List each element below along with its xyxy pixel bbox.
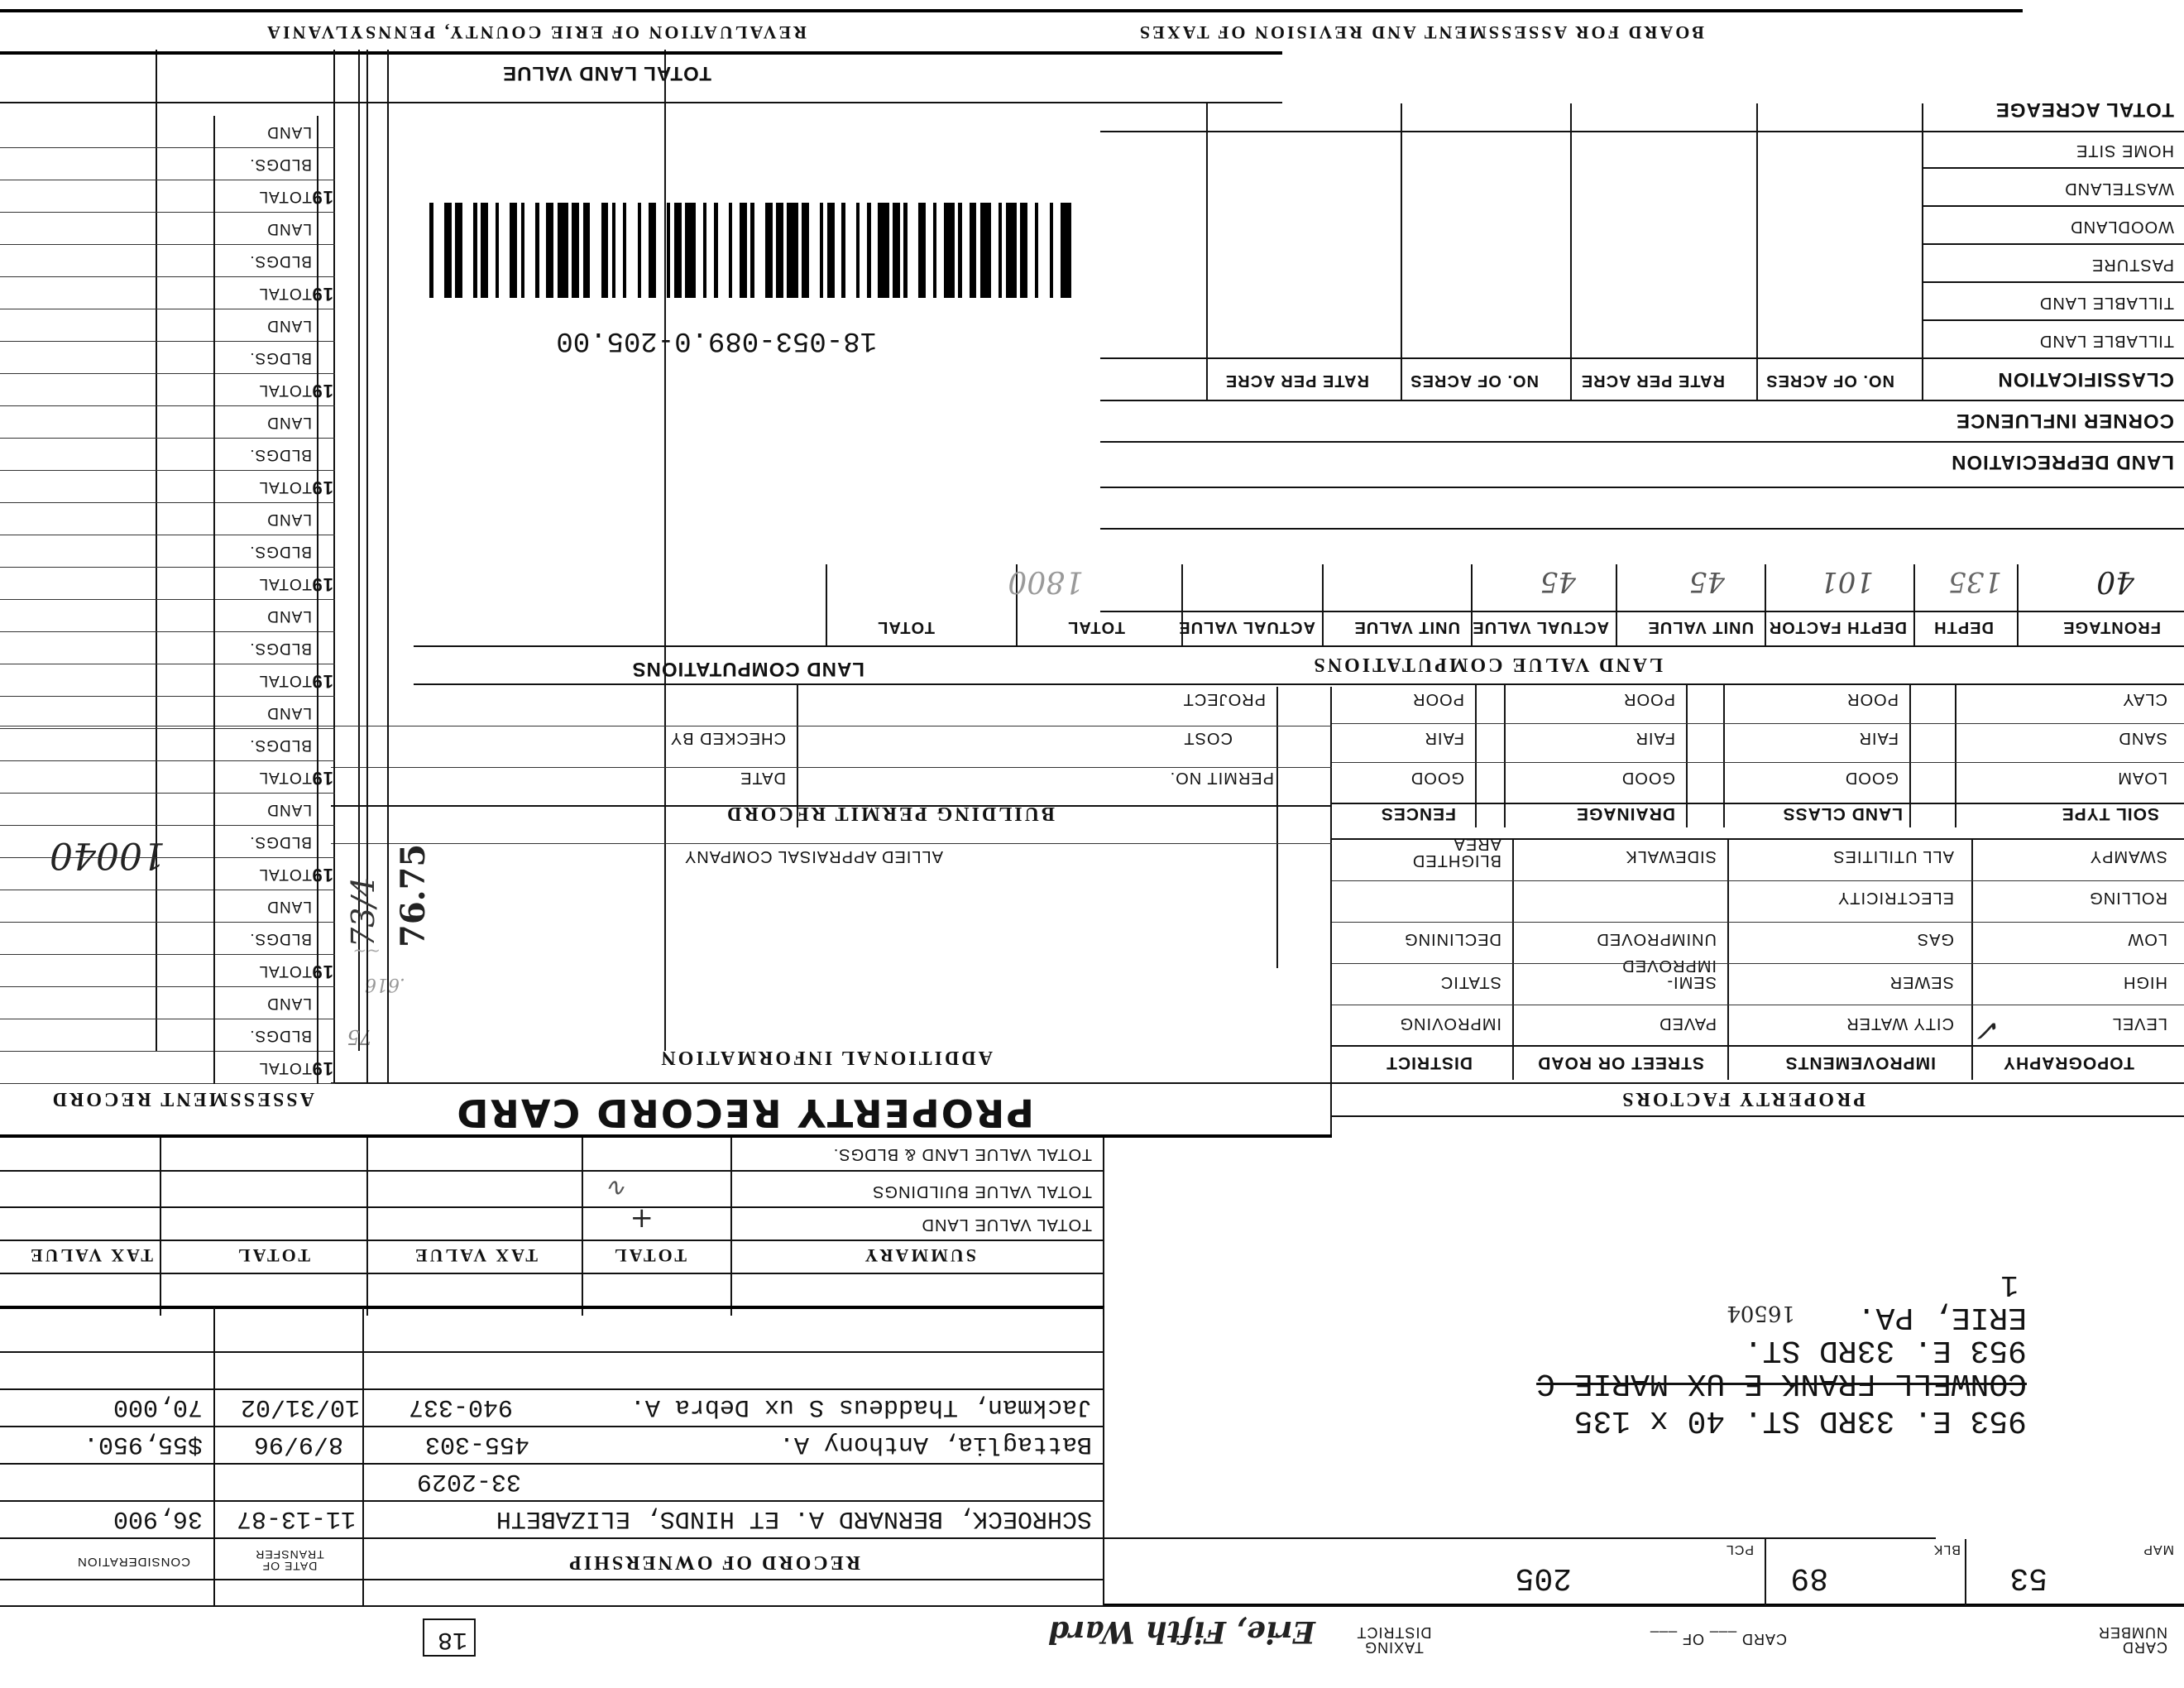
barcode-bar: [547, 203, 554, 298]
total-land-value-label: TOTAL LAND VALUE: [502, 62, 711, 84]
barcode-bar: [1050, 203, 1053, 298]
street-header: STREET OR ROAD: [1537, 1053, 1704, 1072]
permit-date: DATE: [740, 769, 786, 787]
assessment-year-prefix: 19: [311, 961, 333, 982]
grade-fair-1: FAIR: [1858, 729, 1899, 747]
barcode-bar: [521, 203, 524, 298]
property-record-card: REVALUATION OF ERIE COUNTY, PENNSYLVANIA BOARD FOR ASSESSMENT AND REVISION OF TAXES TOTAL LAND VALUE TOTAL ACREAGE HOME SITE WASTELAND WOODLAND PASTURE TILLABLE LAND TILLABLE LAND CLASSIFICATION NO. OF ACRES RATE PER ACRE NO. OF ACRES RATE PER ACRE 18-053-089.0-205.00 CORNER INFLUENCE LAND DEPRECIATION FRONTAGE DEPTH DEPTH FACTOR UNIT VALUE ACTUAL VALUE UNIT VALUE ACTUAL VALUE TOTAL TOTAL 40 135 101 45 45 1800 LAND VALUE COMPUTATIONS CLAY SAND LOAM POOR FAIR GOOD POOR FAIR GOOD POOR FAIR GOOD SOIL TYPE LAND CLASS DRAINAGE FENCES SWAMPY ROLLING LOW HIGH LEVEL ALL UTILITIES ELECTRICITY GAS SEWER CITY WATER ✓ SIDEWALK UNIMPROVED SEMI-IMPROVED PAVED BLIGHTED AREA DECLINING STATIC IMPROVING TOPOGRAPHY IMPROVEMENTS STREET OR ROAD DISTRICT PROPERTY FACTORS PROJECT COST PERMIT NO. CHECKED BY DATE LAND COMPUTATIONS BUILDING PERMIT RECORD ALLIED APPRAISAL COMPANY ADDITIONAL INFORMATION 75 .616 ~~ PROPERTY RECORD CARD 76.75 73/4 ASSESSMENT RECORD 10040 TOTAL VALUE LAND & BLDGS. TOTAL VALUE BUILDINGS TOTAL VALUE LAND SUMMARY TOTAL TAX VALUE TOTAL TAX VALUE + ∿ 953 E. 33RD ST. 40 x 135 CONWELL FRANK E UX MARIE C 953 E. 33RD ST. ERIE, PA. 16504 1 RECORD OF OWNERSHIP DATE OF TRANSFER CONSIDERATION SCHROECK, BERNARD A. ET HINDS, ELIZABETH 11-13-87 36,900 33-2029 Battaglia, Anthony A. 455-303 8/9/96 $55,950. Jackman, Thaddeus S ux Debra A. 940-337 10/31/02 70,000 MAP 53 BLK 89 PCL 205 CARD NUMBER CARD ___ OF ___ TAXING DISTRICT Erie, Fifth Ward 18 TOTAL BLDGS. LAND 19 TOTAL BLDGS. LAND 19 TOTAL BLDGS. LAND 19 TOTAL BLDGS. LAND 19 TOTAL BLDGS. LAND 19 TOTAL BLDGS. LAND 19 TOTAL BLDGS. LAND 19 TOTAL BLDGS. LAND 19 TOTAL BLDGS. LAND 19 TOTAL BLDGS. LAND 19: [0, 0, 2184, 1688]
city-water-check: ✓: [1976, 1013, 2002, 1047]
owner-2-ref: 940-337: [408, 1393, 513, 1421]
summary-total-land: TOTAL VALUE LAND: [921, 1216, 1092, 1234]
barcode-bar: [430, 203, 433, 298]
address-line-3: 953 E. 33RD ST.: [1743, 1332, 2027, 1368]
barcode-bar: [1006, 203, 1017, 298]
assessment-row-label: TOTAL: [258, 672, 312, 689]
assessment-row-label: LAND: [266, 414, 312, 431]
barcode-bar: [583, 203, 591, 298]
acre-row-5: TILLABLE LAND: [2038, 294, 2174, 312]
land-value-computations-title: LAND VALUE COMPUTATIONS: [1311, 654, 1663, 675]
barcode-bar: [729, 203, 732, 298]
barcode-bar: [455, 203, 462, 298]
taxing-district-label: TAXING DISTRICT: [1356, 1624, 1432, 1656]
barcode-bar: [572, 203, 579, 298]
hand-76-75: 76.75: [394, 843, 433, 947]
district-header: DISTRICT: [1386, 1053, 1473, 1072]
owner-1-ref: 455-303: [424, 1430, 529, 1458]
assessment-record-title: ASSESSMENT RECORD: [50, 1088, 314, 1110]
barcode-bar: [670, 203, 673, 298]
assessment-year-prefix: 19: [311, 381, 333, 401]
land-depreciation-label: LAND DEPRECIATION: [1951, 451, 2174, 473]
barcode-bar: [510, 203, 517, 298]
corner-influence-label: CORNER INFLUENCE: [1955, 410, 2174, 432]
summary-header: SUMMARY: [862, 1245, 976, 1266]
card-of-label: CARD ___ OF ___: [1649, 1631, 1787, 1647]
barcode-bar: [473, 203, 477, 298]
ownership-date-header: DATE OF TRANSFER: [255, 1548, 324, 1573]
assessment-row-label: TOTAL: [258, 575, 312, 592]
acre-header-2: NO. OF ACRES: [1410, 372, 1539, 390]
barcode-bar: [991, 203, 999, 298]
barcode-bar: [976, 203, 979, 298]
assessment-row-label: LAND: [266, 220, 312, 237]
barcode-bar: [703, 203, 706, 298]
barcode-bar: [696, 203, 703, 298]
district-static: STATIC: [1439, 973, 1502, 991]
fences-header: FENCES: [1380, 804, 1456, 823]
assessment-row-label: TOTAL: [258, 769, 312, 786]
assessment-row-label: LAND: [266, 607, 312, 625]
barcode-bar: [718, 203, 729, 298]
barcode-bar: [933, 203, 936, 298]
summary-total-buildings: TOTAL VALUE BUILDINGS: [872, 1182, 1092, 1201]
assessment-row-label: BLDGS.: [249, 736, 312, 754]
barcode-bar: [823, 203, 826, 298]
barcode-bar: [970, 203, 977, 298]
barcode-bar: [1020, 203, 1027, 298]
street-sidewalk: SIDEWALK: [1625, 847, 1717, 866]
hand-73-4: 73/4: [345, 876, 381, 947]
barcode-bar: [809, 203, 820, 298]
barcode-bar: [444, 203, 452, 298]
owner-1-name: Battaglia, Anthony A.: [778, 1430, 1092, 1458]
parcel-barcode: [422, 203, 1071, 298]
pcl-label: PCL: [1725, 1542, 1754, 1556]
soil-sand: SAND: [2118, 729, 2167, 747]
assessment-year-prefix: 19: [311, 768, 333, 789]
assessment-row-label: BLDGS.: [249, 1027, 312, 1044]
assessment-year-prefix: 19: [311, 284, 333, 305]
barcode-bar: [962, 203, 970, 298]
permit-no: PERMIT NO.: [1169, 769, 1274, 787]
ward-stamp: Erie, Fifth Ward: [1048, 1614, 1315, 1649]
assessment-year-prefix: 19: [311, 574, 333, 595]
barcode-bar: [601, 203, 609, 298]
grade-fair-3: FAIR: [1424, 729, 1464, 747]
improvements-header: IMPROVEMENTS: [1784, 1053, 1936, 1072]
summary-tax-value-header: TAX VALUE: [412, 1245, 538, 1266]
barcode-bar: [1027, 203, 1035, 298]
barcode-bar: [936, 203, 944, 298]
assessment-year-prefix: 19: [311, 477, 333, 498]
address-zip: 16504: [1727, 1301, 1795, 1326]
map-label: MAP: [2143, 1542, 2174, 1556]
assessment-row-label: BLDGS.: [249, 156, 312, 173]
barcode-bar: [955, 203, 958, 298]
assessment-year-prefix: 19: [311, 671, 333, 692]
address-owner-struck: CONWELL FRANK E UX MARIE C: [1536, 1365, 2027, 1401]
owner-0-date: 11-13-87: [236, 1504, 356, 1532]
barcode-bar: [773, 203, 776, 298]
owner-0-ref: 33-2029: [416, 1467, 521, 1495]
additional-info-title: ADDITIONAL INFORMATION: [659, 1047, 993, 1068]
barcode-bar: [1061, 203, 1071, 298]
grade-good-2: GOOD: [1621, 769, 1675, 787]
grade-good-1: GOOD: [1844, 769, 1899, 787]
barcode-bar: [667, 203, 670, 298]
owner-2-amount: 70,000: [113, 1393, 203, 1421]
hand-actual-value: 45: [1540, 565, 1576, 598]
topo-low: LOW: [2127, 930, 2167, 948]
header-board: BOARD FOR ASSESSMENT AND REVISION OF TAXES: [1137, 22, 1704, 43]
land-computations-label: LAND COMPUTATIONS: [631, 658, 864, 680]
barcode-bar: [787, 203, 797, 298]
barcode-bar: [776, 203, 783, 298]
pcl-value: 205: [1515, 1560, 1572, 1595]
barcode-bar: [944, 203, 955, 298]
barcode-bar: [1017, 203, 1020, 298]
assessment-row-label: TOTAL: [258, 285, 312, 302]
street-unimproved: UNIMPROVED: [1596, 930, 1717, 948]
barcode-bar: [845, 203, 856, 298]
assessment-row-label: BLDGS.: [249, 252, 312, 270]
barcode-bar: [682, 203, 685, 298]
impr-electricity: ELECTRICITY: [1837, 889, 1954, 907]
permit-cost: COST: [1183, 729, 1233, 747]
barcode-bar: [980, 203, 991, 298]
barcode-bar: [477, 203, 481, 298]
topography-header: TOPOGRAPHY: [2003, 1053, 2134, 1072]
street-semi-improved: SEMI-IMPROVED: [1621, 957, 1717, 991]
assessment-row-label: LAND: [266, 511, 312, 528]
barcode-bar: [656, 203, 667, 298]
impr-gas: GAS: [1916, 930, 1954, 948]
assessment-row-label: LAND: [266, 123, 312, 141]
barcode-bar: [568, 203, 572, 298]
comp-unit-value-2: UNIT VALUE: [1353, 618, 1460, 636]
comp-depth: DEPTH: [1933, 618, 1994, 636]
comp-unit-value: UNIT VALUE: [1647, 618, 1754, 636]
barcode-bar: [685, 203, 696, 298]
barcode-bar: [638, 203, 641, 298]
permit-checked-by: CHECKED BY: [669, 729, 786, 747]
soil-type-header: SOIL TYPE: [2061, 804, 2159, 823]
summary-total-land-bldgs: TOTAL VALUE LAND & BLDGS.: [832, 1145, 1092, 1163]
barcode-bar: [608, 203, 611, 298]
barcode-bar: [740, 203, 747, 298]
building-permit-title: BUILDING PERMIT RECORD: [725, 803, 1055, 824]
owner-0-name: SCHROECK, BERNARD A. ET HINDS, ELIZABETH: [496, 1504, 1092, 1532]
owner-2-name: Jackman, Thaddeus S ux Debra A.: [630, 1393, 1092, 1421]
topo-swampy: SWAMPY: [2089, 847, 2167, 866]
hand-frontage: 40: [2096, 564, 2134, 598]
barcode-bar: [1038, 203, 1049, 298]
barcode-bar: [626, 203, 637, 298]
assessment-row-label: TOTAL: [258, 381, 312, 399]
impr-sewer: SEWER: [1889, 973, 1954, 991]
acre-header-0: NO. OF ACRES: [1765, 372, 1894, 390]
assessment-row-label: TOTAL: [258, 866, 312, 883]
owner-1-amount: $55,950.: [83, 1430, 203, 1458]
hand-depth: 135: [1948, 565, 2002, 598]
impr-city-water: CITY WATER: [1846, 1014, 1954, 1033]
assessment-row-label: BLDGS.: [249, 833, 312, 851]
barcode-bar: [765, 203, 773, 298]
barcode-bar: [732, 203, 740, 298]
owner-0-amount: 36,900: [113, 1504, 203, 1532]
assessment-row-label: LAND: [266, 317, 312, 334]
barcode-bar: [903, 203, 907, 298]
summary-tax-value-header-2: TAX VALUE: [27, 1245, 153, 1266]
acre-row-2: WASTELAND: [2064, 180, 2174, 198]
assessment-row-label: BLDGS.: [249, 446, 312, 463]
land-class-header: LAND CLASS: [1782, 804, 1903, 823]
barcode-bar: [517, 203, 520, 298]
ownership-title: RECORD OF OWNERSHIP: [567, 1551, 860, 1573]
barcode-bar: [535, 203, 539, 298]
acre-row-6: TILLABLE LAND: [2038, 332, 2174, 350]
assessment-row-label: TOTAL: [258, 962, 312, 980]
grade-fair-2: FAIR: [1635, 729, 1675, 747]
district-declining: DECLINING: [1404, 930, 1502, 948]
barcode-bar: [641, 203, 649, 298]
hand-unit-value: 45: [1688, 565, 1725, 598]
barcode-bar: [488, 203, 496, 298]
comp-actual-value-2: ACTUAL VALUE: [1178, 618, 1315, 636]
barcode-bar: [871, 203, 879, 298]
hand-depth-factor: 101: [1820, 565, 1874, 598]
barcode-bar: [623, 203, 626, 298]
barcode-bar: [612, 203, 615, 298]
barcode-bar: [499, 203, 510, 298]
address-city: ERIE, PA.: [1856, 1299, 2027, 1335]
grade-poor-3: POOR: [1412, 690, 1464, 708]
barcode-bar: [714, 203, 717, 298]
acre-header-3: RATE PER ACRE: [1224, 372, 1369, 390]
barcode-bar: [820, 203, 823, 298]
barcode-bar: [827, 203, 835, 298]
street-paved: PAVED: [1659, 1014, 1717, 1033]
barcode-bar: [926, 203, 933, 298]
assessment-row-label: BLDGS.: [249, 543, 312, 560]
barcode-bar: [649, 203, 656, 298]
topo-high: HIGH: [2123, 973, 2167, 991]
barcode-bar: [958, 203, 961, 298]
assessment-row-label: LAND: [266, 704, 312, 722]
barcode-bar: [878, 203, 888, 298]
barcode-bar: [496, 203, 499, 298]
comp-depth-factor: DEPTH FACTOR: [1768, 618, 1907, 636]
comp-total-2: TOTAL: [877, 618, 935, 636]
topo-level: LEVEL: [2111, 1014, 2167, 1033]
header-revaluation: REVALUATION OF ERIE COUNTY, PENNSYLVANIA: [265, 22, 807, 43]
impr-all-utilities: ALL UTILITIES: [1832, 847, 1954, 866]
barcode-bar: [1053, 203, 1061, 298]
acre-row-1: HOME SITE: [2075, 141, 2174, 160]
barcode-bar: [553, 203, 557, 298]
ownership-consideration-header: CONSIDERATION: [77, 1555, 190, 1569]
topo-rolling: ROLLING: [2089, 889, 2167, 907]
barcode-bar: [539, 203, 547, 298]
barcode-bar: [918, 203, 926, 298]
barcode-bar: [423, 203, 430, 298]
hand-10040: 10040: [50, 834, 165, 876]
barcode-bar: [856, 203, 860, 298]
barcode-bar: [558, 203, 568, 298]
assessment-row-label: BLDGS.: [249, 930, 312, 947]
owner-2-date: 10/31/02: [240, 1393, 360, 1421]
assessment-row-label: TOTAL: [258, 188, 312, 205]
property-factors-title: PROPERTY FACTORS: [1620, 1088, 1866, 1110]
permit-project: PROJECT: [1182, 690, 1266, 708]
barcode-bar: [841, 203, 845, 298]
soil-loam: LOAM: [2117, 769, 2167, 787]
barcode-bar: [590, 203, 601, 298]
address-line-1: 953 E. 33RD ST. 40 x 135: [1573, 1403, 2027, 1438]
barcode-bar: [452, 203, 455, 298]
allied-appraisal: ALLIED APPRAISAL COMPANY: [684, 847, 943, 866]
acre-row-3: WOODLAND: [2070, 218, 2174, 236]
assessment-year-prefix: 19: [311, 865, 333, 885]
drainage-header: DRAINAGE: [1575, 804, 1675, 823]
blk-label: BLK: [1933, 1542, 1961, 1556]
barcode-bar: [999, 203, 1002, 298]
barcode-bar: [860, 203, 867, 298]
district-blighted: BLIGHTED AREA: [1411, 835, 1502, 870]
barcode-bar: [867, 203, 870, 298]
summary-total-header-2: TOTAL: [236, 1245, 310, 1266]
barcode-bar: [524, 203, 535, 298]
barcode-bar: [754, 203, 765, 298]
barcode-bar: [802, 203, 809, 298]
barcode-bar: [706, 203, 714, 298]
barcode-bar: [674, 203, 682, 298]
assessment-year-prefix: 19: [311, 1058, 333, 1079]
assessment-row-label: LAND: [266, 995, 312, 1012]
grade-poor-1: POOR: [1846, 690, 1899, 708]
card-number-label: CARD NUMBER: [2097, 1624, 2167, 1656]
comp-total: TOTAL: [1067, 618, 1125, 636]
barcode-bar: [1035, 203, 1038, 298]
assessment-row-label: LAND: [266, 801, 312, 818]
acre-row-0: TOTAL ACREAGE: [1995, 98, 2174, 121]
comp-frontage: FRONTAGE: [2062, 618, 2161, 636]
acre-header-1: RATE PER ACRE: [1580, 372, 1725, 390]
hand-total: 1800: [1008, 564, 1084, 598]
barcode-bar: [889, 203, 893, 298]
barcode-bar: [747, 203, 750, 298]
grade-poor-2: POOR: [1623, 690, 1675, 708]
barcode-bar: [615, 203, 623, 298]
barcode-bar: [783, 203, 787, 298]
barcode-bar: [900, 203, 903, 298]
assessment-row-label: LAND: [266, 898, 312, 915]
barcode-bar: [835, 203, 842, 298]
barcode-bar: [462, 203, 473, 298]
summary-total-header: TOTAL: [612, 1245, 687, 1266]
barcode-bar: [750, 203, 754, 298]
classification-label: CLASSIFICATION: [1997, 368, 2174, 391]
district-improving: IMPROVING: [1399, 1014, 1502, 1033]
soil-clay: CLAY: [2122, 690, 2167, 708]
box-number-value: 18: [437, 1625, 467, 1653]
barcode-bar: [893, 203, 900, 298]
acre-row-4: PASTURE: [2091, 256, 2174, 274]
barcode-bar: [481, 203, 488, 298]
barcode-bar: [908, 203, 918, 298]
assessment-row-label: BLDGS.: [249, 640, 312, 657]
assessment-row-label: TOTAL: [258, 478, 312, 496]
grade-good-3: GOOD: [1410, 769, 1464, 787]
barcode-bar: [433, 203, 444, 298]
map-value: 53: [2009, 1560, 2048, 1595]
property-record-card-title: PROPERTY RECORD CARD: [455, 1091, 1034, 1135]
owner-1-date: 8/9/96: [253, 1430, 343, 1458]
assessment-year-prefix: 19: [311, 187, 333, 208]
address-line-num: 1: [2000, 1268, 2019, 1302]
barcode-bar: [1002, 203, 1005, 298]
blk-value: 89: [1790, 1560, 1828, 1595]
parcel-barcode-text: 18-053-089.0-205.00: [556, 324, 877, 356]
assessment-row-label: BLDGS.: [249, 349, 312, 367]
assessment-row-label: TOTAL: [258, 1059, 312, 1077]
barcode-bar: [579, 203, 582, 298]
comp-actual-value: ACTUAL VALUE: [1472, 618, 1609, 636]
barcode-bar: [798, 203, 802, 298]
